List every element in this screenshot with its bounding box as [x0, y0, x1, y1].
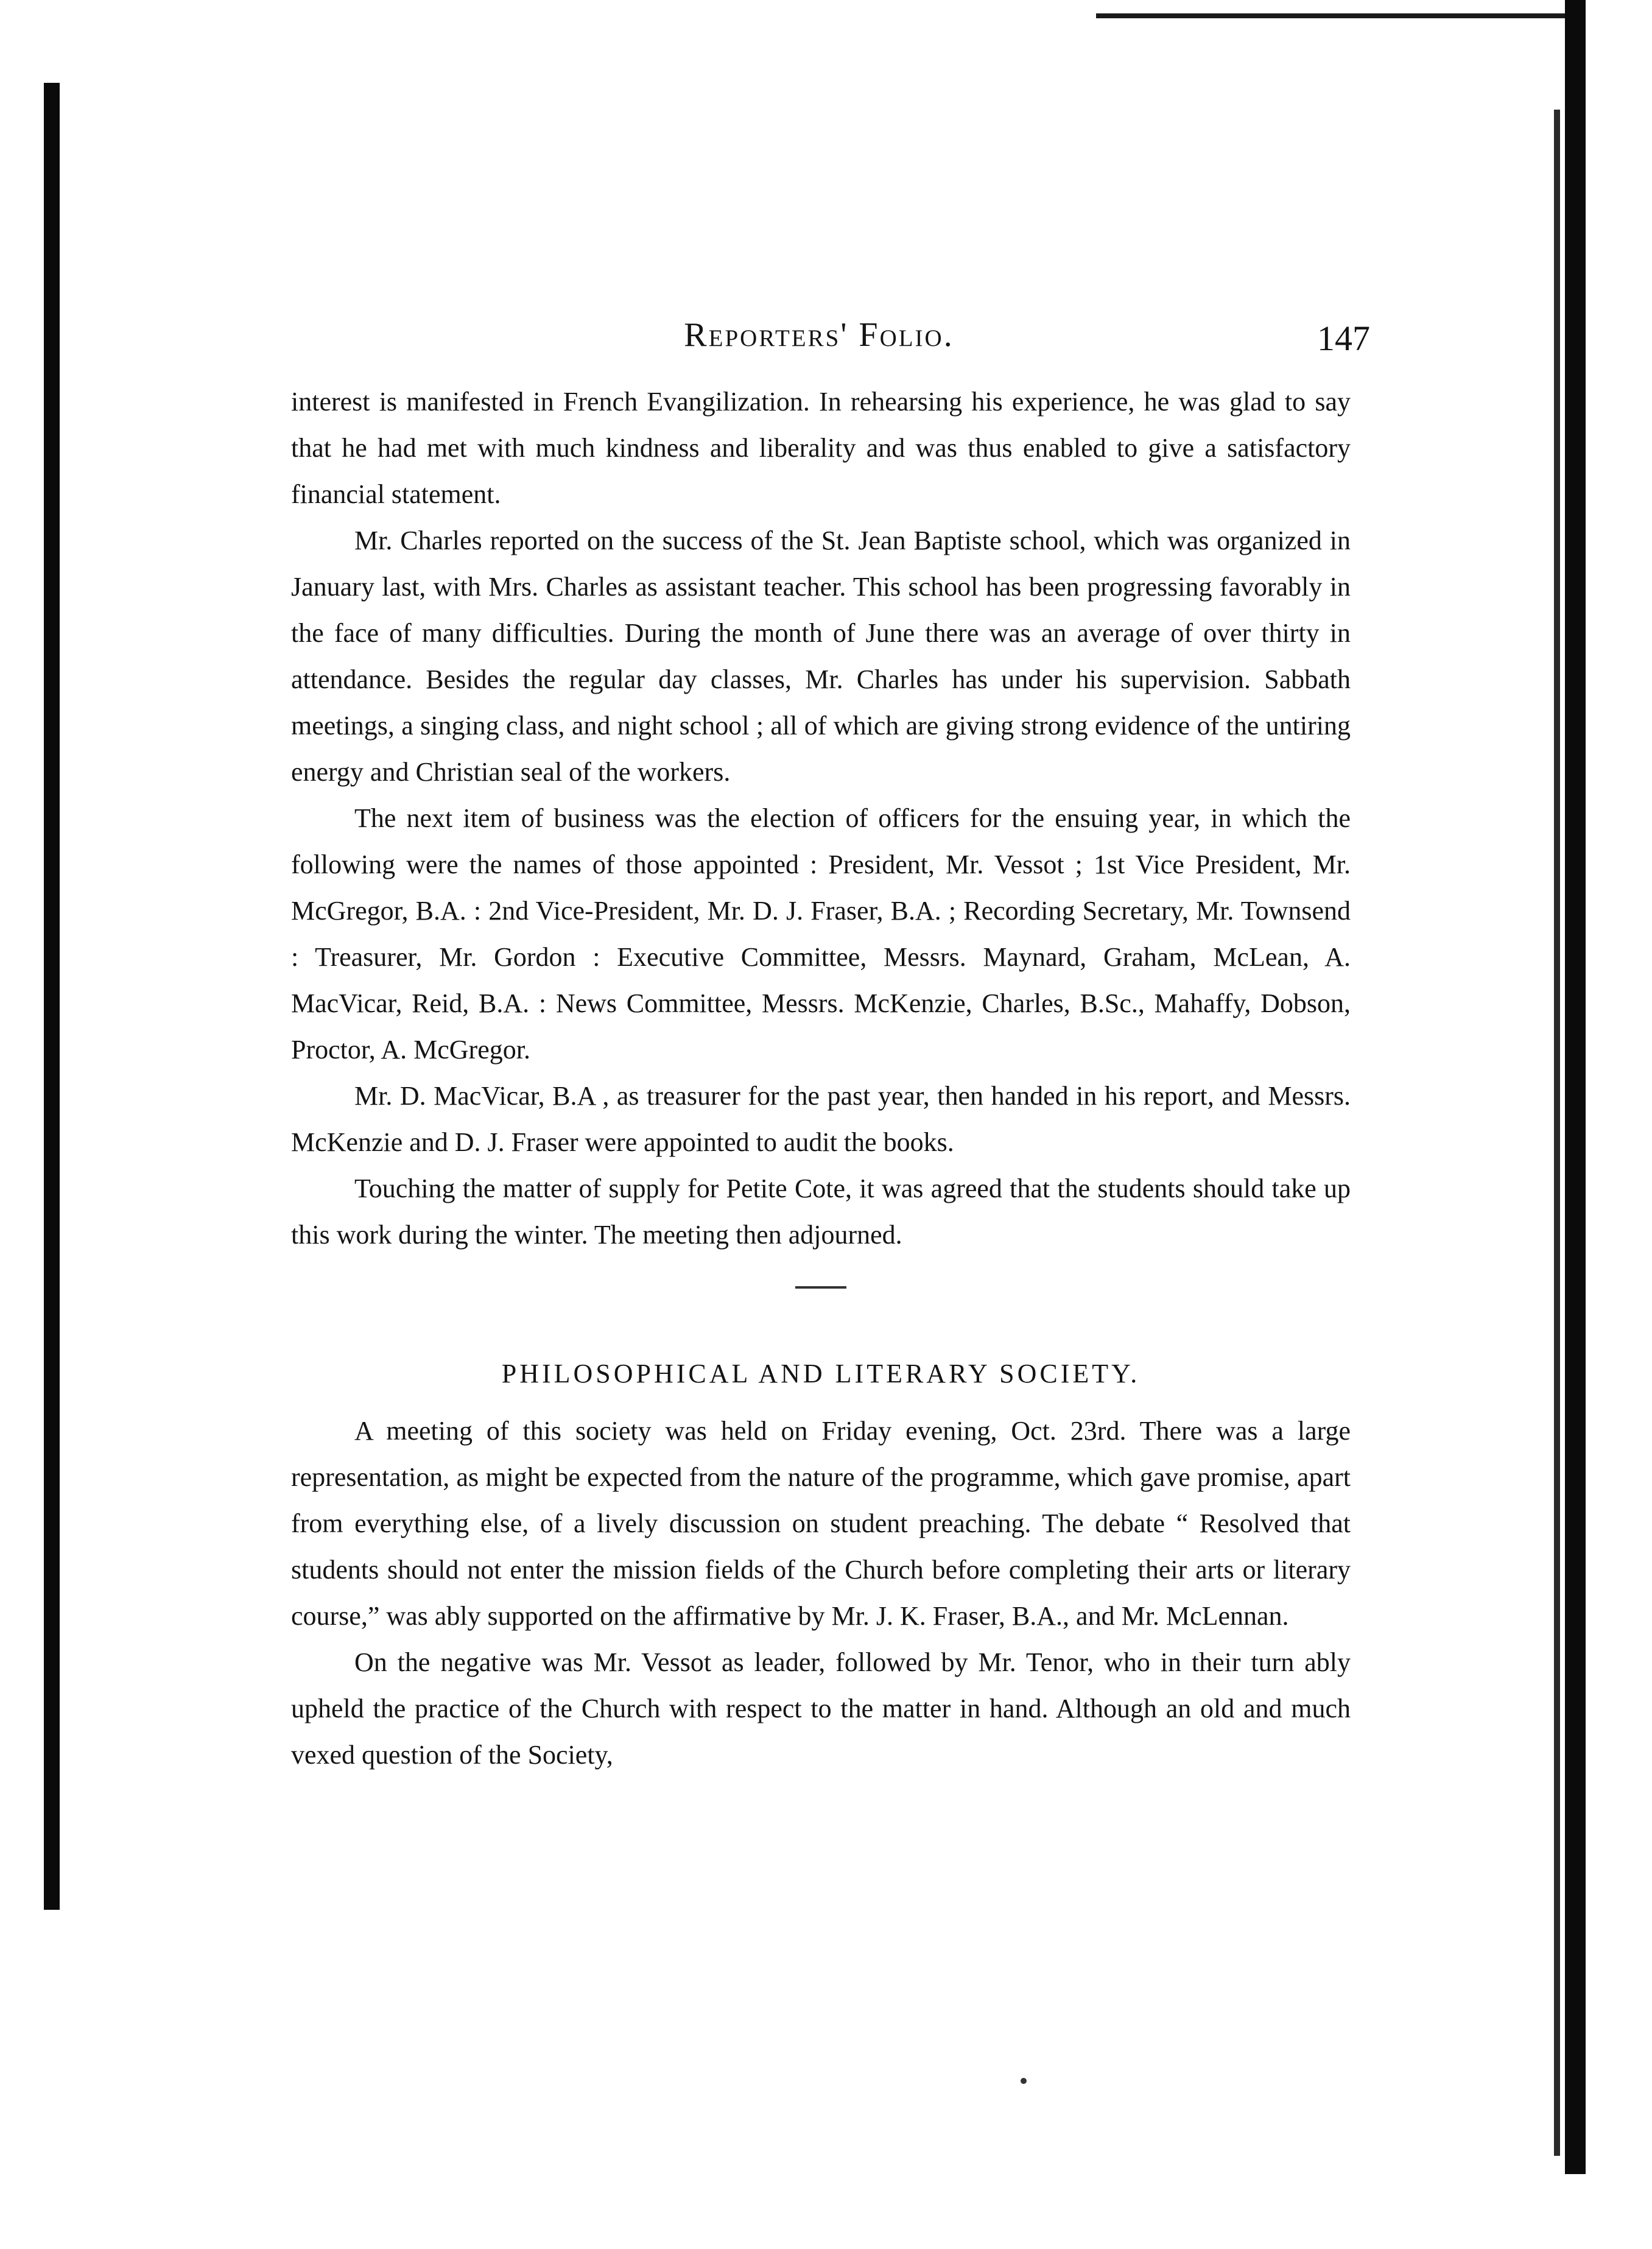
scan-right-edge-inner [1554, 110, 1560, 2156]
scan-left-edge [44, 83, 60, 1910]
paragraph-negative-debate: On the negative was Mr. Vessot as leader, followed by Mr. Tenor, who in their turn ably upheld the practice of the Church with respect to the matter in hand. Although an old and much vexed question of the Society, [291, 1647, 1351, 1770]
paragraph-petite-cote-supply: Touching the matter of supply for Petite Cote, it was agreed that the students should take up this work during the winter. The meeting then adjourned. [291, 1174, 1351, 1250]
scan-right-edge [1565, 0, 1586, 2174]
paragraph-continuation: interest is manifested in French Evangilization. In rehearsing his experience, he was glad to say that he had met with much kindness and liberality and was thus enabled to give a satisfactory financial statement. [291, 387, 1351, 509]
paragraph-treasurer-report: Mr. D. MacVicar, B.A , as treasurer for the past year, then handed in his report, and Messrs. McKenzie and D. J. Fraser were appointed to audit the books. [291, 1081, 1351, 1157]
scan-top-rule [1096, 13, 1583, 18]
paragraph-election-of-officers: The next item of business was the election of officers for the ensuing year, in which the following were the names of those appointed : President, Mr. Vessot ; 1st Vice President, Mr. McGregor, B.A. : 2nd Vice-President, Mr. D. J. Fraser, B.A. ; Recording Secretary, Mr. Townsend : Treasurer, Mr. Gordon : Executive Committee, Messrs. Maynard, Graham, McLean, A. MacVicar, Reid, B.A. : News Committee, Messrs. McKenzie, Charles, B.Sc., Mahaffy, Dobson, Proctor, A. McGregor. [291, 803, 1351, 1065]
page-body [291, 379, 1351, 1778]
page-header [286, 315, 1370, 364]
paragraph-st-jean-baptiste-school: Mr. Charles reported on the success of the St. Jean Baptiste school, which was organized in January last, with Mrs. Charles as assistant teacher. This school has been progressing favorably in the face of many difficulties. During the month of June there was an average of over thirty in attendance. Besides the regular day classes, Mr. Charles has under his supervision. Sabbath meetings, a singing class, and night school ; all of which are giving strong evidence of the untiring energy and Christian seal of the workers. [291, 526, 1351, 787]
paragraph-society-meeting: A meeting of this society was held on Friday evening, Oct. 23rd. There was a large representation, as might be expected from the nature of the programme, which gave promise, apart from everything else, of a lively discussion on student preaching. The debate “ Resolved that students should not enter the mission fields of the Church before completing their arts or literary course,” was ably supported on the affirmative by Mr. J. K. Fraser, B.A., and Mr. McLennan. [291, 1416, 1351, 1631]
section-divider [795, 1286, 846, 1289]
page-number: 147 [1317, 319, 1370, 358]
ink-speck [1021, 2078, 1027, 2084]
running-title: Reporters' Folio. [684, 316, 954, 354]
section-title: PHILOSOPHICAL AND LITERARY SOCIETY. [501, 1359, 1141, 1388]
